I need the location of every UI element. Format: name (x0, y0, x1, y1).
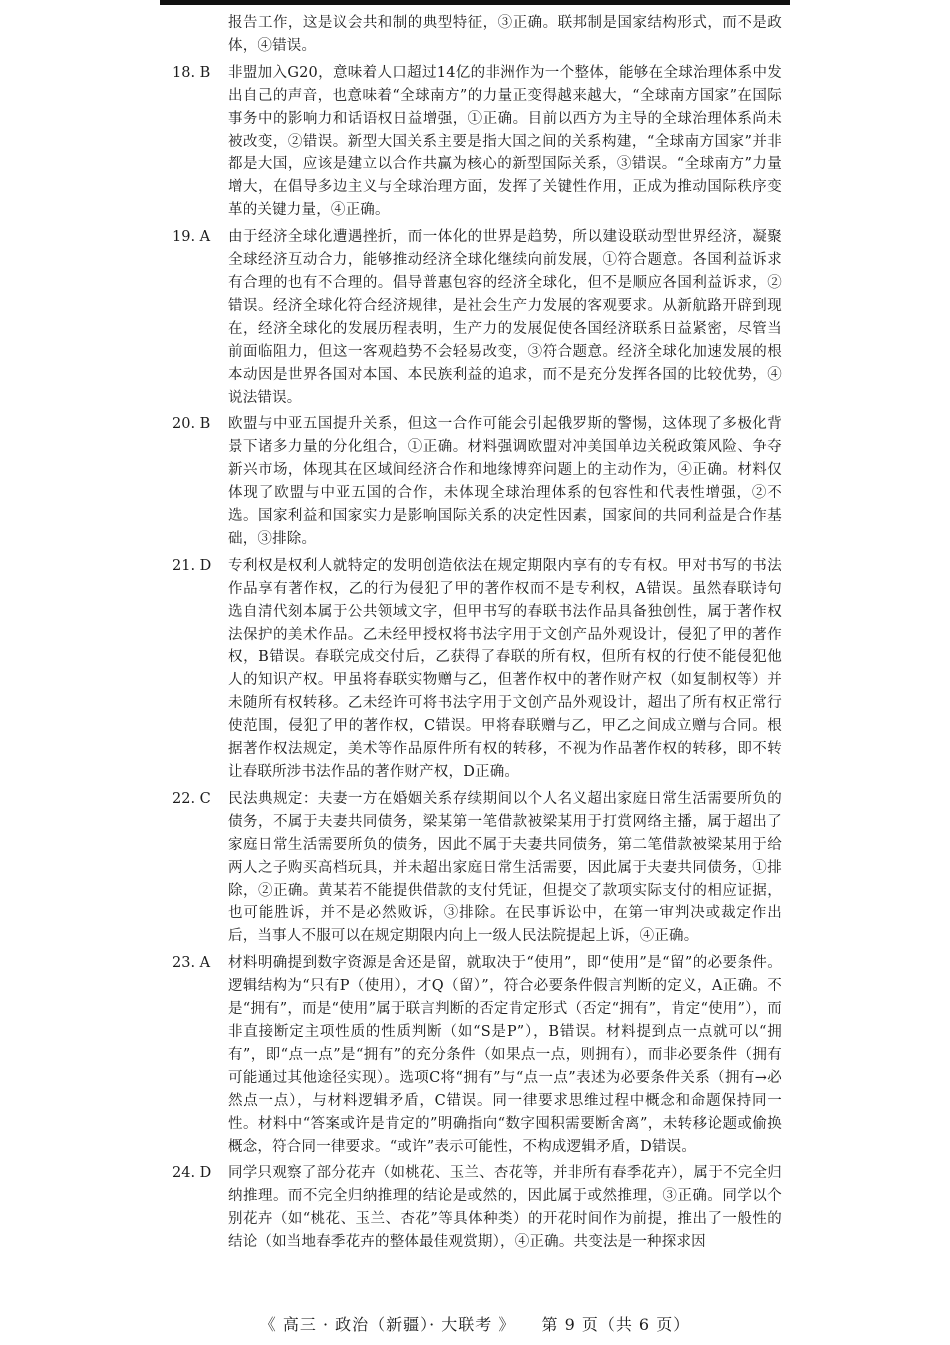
answer-number: 18. B (172, 64, 211, 81)
answer-explanation: 材料明确提到数字资源是舍还是留，就取决于“使用”，即“使用”是“留”的必要条件。逻辑结构为“只有P（使用），才Q（留）”，符合必要条件假言判断的定义，A正确。不是“拥有”，而是“使用”属于联言判断的否定肯定形式（否定“拥有”，肯定“使用”），而非直接断定主项性质的性质判断（如“S是P”），B错误。材料提到点一点就可以“拥有”，即“点一点”是“拥有”的充分条件（如果点一点，则拥有），而非必要条件（拥有可能通过其他途径实现）。选项C将“拥有”与“点一点”表述为必要条件关系（拥有→必然点一点），与材料逻辑矛盾，C错误。同一律要求思维过程中概念和命题保持同一性。材料中“答案或许是肯定的”明确指向“数字囤积需要断舍离”，未转移论题或偷换概念，符合同一律要求。“或许”表示可能性，不构成逻辑矛盾，D错误。 (228, 955, 782, 1155)
answer-number: 21. D (172, 557, 212, 574)
answer-number: 22. C (172, 790, 211, 807)
answer-explanation: 同学只观察了部分花卉（如桃花、玉兰、杏花等，并非所有春季花卉），属于不完全归纳推理。而不完全归纳推理的结论是或然的，因此属于或然推理，③正确。同学以个别花卉（如“桃花、玉兰、杏花”等具体种类）的开花时间作为前提，推出了一般性的结论（如当地春季花卉的整体最佳观赏期），④正确。共变法是一种探求因 (228, 1165, 782, 1251)
answer-23 (172, 952, 782, 1158)
answer-20 (172, 413, 782, 550)
answer-explanation: 由于经济全球化遭遇挫折，而一体化的世界是趋势，所以建设联动型世界经济，凝聚全球经济互动合力，能够推动经济全球化继续向前发展，①符合题意。各国利益诉求有合理的也有不合理的。倡导普惠包容的经济全球化，但不是顺应各国利益诉求，②错误。经济全球化符合经济规律，是社会生产力发展的客观要求。从新航路开辟到现在，经济全球化的发展历程表明，生产力的发展促使各国经济联系日益紧密，尽管当前面临阻力，但这一客观趋势不会轻易改变，③符合题意。经济全球化加速发展的根本动因是世界各国对本国、本民族利益的追求，而不是充分发挥各国的比较优势，④说法错误。 (228, 229, 782, 406)
answer-24 (172, 1162, 782, 1254)
answer-18 (172, 62, 782, 222)
answer-explanations (172, 12, 782, 1254)
answer-explanation: 欧盟与中亚五国提升关系，但这一合作可能会引起俄罗斯的警惕，这体现了多极化背景下诸多力量的分化组合，①正确。材料强调欧盟对冲美国单边关税政策风险、争夺新兴市场，体现其在区域间经济合作和地缘博弈问题上的主动作为，④正确。材料仅体现了欧盟与中亚五国的合作，未体现全球治理体系的包容性和代表性增强，②不选。国家利益和国家实力是影响国际关系的决定性因素，国家间的共同利益是合作基础，③排除。 (228, 416, 782, 547)
top-border-rule (160, 0, 790, 5)
answer-19 (172, 226, 782, 409)
answer-explanation: 专利权是权利人就特定的发明创造依法在规定期限内享有的专有权。甲对书写的书法作品享有著作权，乙的行为侵犯了甲的著作权而不是专利权，A错误。虽然春联诗句选自清代刻本属于公共领域文字，但甲书写的春联书法作品具备独创性，属于著作权法保护的美术作品。乙未经甲授权将书法字用于文创产品外观设计，侵犯了甲的著作权，B错误。春联完成交付后，乙获得了春联的所有权，但所有权的行使不能侵犯他人的知识产权。甲虽将春联实物赠与乙，但著作权中的著作财产权（如复制权等）并未随所有权转移。乙未经许可将书法字用于文创产品外观设计，超出了所有权正常行使范围，侵犯了甲的著作权，C错误。甲将春联赠与乙，甲乙之间成立赠与合同。根据著作权法规定，美术等作品原件所有权的转移，不视为作品著作权的转移，即不转让春联所涉书法作品的著作财产权，D正确。 (228, 557, 782, 780)
answer-number: 20. B (172, 416, 211, 433)
continuation-block (172, 12, 782, 58)
footer-page-number: 第 9 页（共 6 页） (541, 1315, 691, 1334)
continuation-text: 报告工作，这是议会共和制的典型特征，③正确。联邦制是国家结构形式，而不是政体，④错误。 (228, 15, 782, 54)
answer-explanation: 非盟加入G20，意味着人口超过14亿的非洲作为一个整体，能够在全球治理体系中发出自己的声音，也意味着“全球南方”的力量正变得越来越大，“全球南方国家”在国际事务中的影响力和话语权日益增强，①正确。目前以西方为主导的全球治理体系尚未被改变，②错误。新型大国关系主要是指大国之间的关系构建，“全球南方国家”并非都是大国，应该是建立以合作共赢为核心的新型国际关系，③错误。“全球南方”力量增大，在倡导多边主义与全球治理方面，发挥了关键性作用，正成为推动国际秩序变革的关键力量，④正确。 (228, 64, 782, 219)
answer-number: 24. D (172, 1165, 212, 1182)
answer-number: 23. A (172, 955, 211, 972)
answer-explanation: 民法典规定：夫妻一方在婚姻关系存续期间以个人名义超出家庭日常生活需要所负的债务，不属于夫妻共同债务，梁某第一笔借款被梁某用于打赏网络主播，属于超出了家庭日常生活需要所负的债务，因此不属于夫妻共同债务，第二笔借款被梁某用于给两人之子购买高档玩具，并未超出家庭日常生活需要，因此属于夫妻共同债务，①排除，②正确。黄某若不能提供借款的支付凭证，但提交了款项实际支付的相应证据，也可能胜诉，并不是必然败诉，③排除。在民事诉讼中，在第一审判决或裁定作出后，当事人不服可以在规定期限内向上一级人民法院提起上诉，④正确。 (228, 790, 782, 945)
page-footer (0, 1312, 950, 1335)
answer-22 (172, 788, 782, 948)
footer-title: 《 高三 · 政治（新疆）· 大联考 》 (259, 1315, 516, 1334)
answer-number: 19. A (172, 229, 211, 246)
answer-21 (172, 555, 782, 784)
